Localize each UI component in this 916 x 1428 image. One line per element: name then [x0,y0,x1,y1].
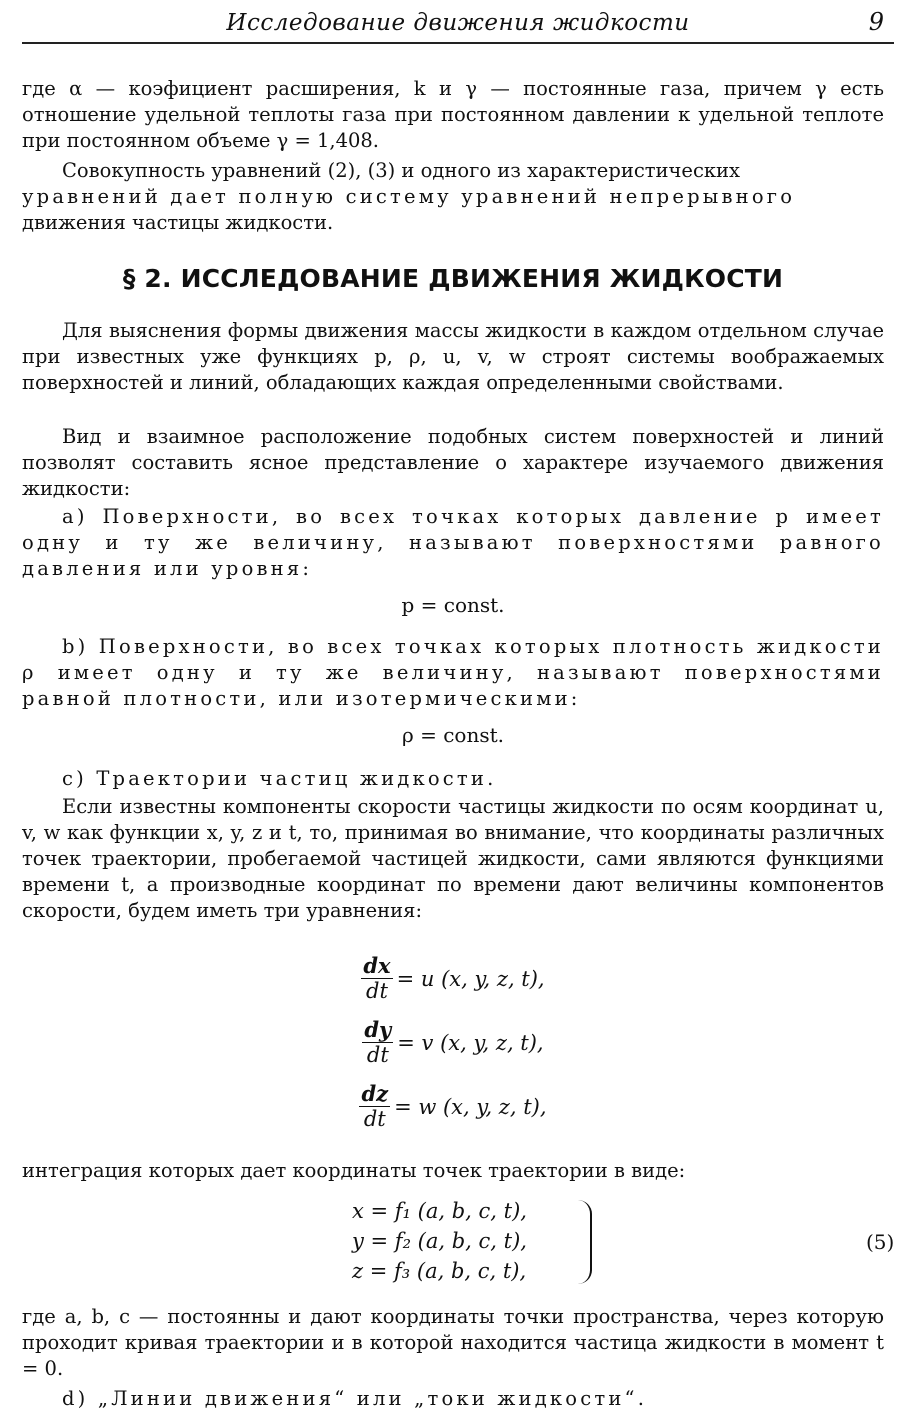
paragraph-integration: интеграция которых дает координаты точек траектории в виде: [22,1159,686,1182]
section-heading: § 2. ИССЛЕДОВАНИЕ ДВИЖЕНИЯ ЖИДКОСТИ [122,264,784,293]
right-brace-icon [576,1200,592,1284]
fraction-numerator: dx [363,953,391,978]
text-block-view [22,424,884,502]
page-number: 9 [868,8,884,36]
equation-number: (5) [866,1230,895,1254]
equation-rhs: = v (x, y, z, t), [397,1030,544,1055]
text-block-constants [22,1304,884,1382]
paragraph-velocity: Если известны компоненты скорости частицы жидкости по осям координат u, v, w как функции x, y, z и t, то, принимая во внимание, что координаты различных точек траектории, пробегаемой частицей жидкости, сами являются функциями времени t, а производные координат по времени дают величины компонентов скорости, будем иметь три уравнения: [22,795,884,922]
fraction-dz-dt [359,1082,390,1131]
fraction-denominator: dt [366,1043,389,1067]
fraction-numerator: dz [361,1081,389,1106]
text-block-system [22,158,884,236]
paragraph-d-streamlines: d) „Линии движения“ или „токи жидкости“. [62,1387,648,1410]
paragraph-system-line1: Совокупность уравнений (2), (3) и одного из характеристических [62,159,741,182]
equation-dz-dt [22,1082,884,1131]
running-title: Исследование движения жидкости [226,10,690,36]
fraction-dy-dt [362,1018,393,1067]
system-line-x: x = f₁ (a, b, c, t), [352,1199,527,1223]
paragraph-system-line2: уравнений дает полную систему уравнений непрерывного [22,185,796,208]
paragraph-system-line3: движения частицы жидкости. [22,211,334,234]
system-line-z: z = f₃ (a, b, c, t), [352,1259,527,1283]
equation-system-5 [352,1196,527,1286]
text-block-integration [22,1158,884,1184]
equation-rhs: = w (x, y, z, t), [394,1094,547,1119]
text-block-velocity [22,794,884,924]
paragraph-gas-constants: где α — коэфициент расширения, k и γ — постоянные газа, причем γ есть отношение удельной теплоты газа при постоянном давлении к удельной теплоте при постоянном объеме γ = 1,408. [22,77,884,152]
text-block-intro [22,318,884,396]
fraction-numerator: dy [364,1017,392,1042]
running-header [22,6,894,44]
paragraph-intro: Для выяснения формы движения массы жидкости в каждом отдельном случае при известных уже функциях p, ρ, u, v, w строят системы воображаемых поверхностей и линий, обладающих каждая определенными свойствами. [22,319,884,394]
fraction-denominator: dt [366,979,388,1003]
text-block-d [22,1386,884,1412]
paragraph-a-pressure: a) Поверхности, во всех точках которых давление p имеет одну и ту же величину, называют поверхностями равного давления или уровня: [22,505,884,580]
equation-pressure-const: p = const. [401,593,505,617]
equation-dy-dt [22,1018,884,1067]
equation-density-const: ρ = const. [401,723,504,747]
paragraph-constants: где a, b, c — постоянны и дают координаты точки пространства, через которую проходит кривая траектории и в которой находится частица жидкости в момент t = 0. [22,1305,884,1380]
text-block-top [22,76,884,154]
text-block-c [22,766,884,792]
equation-rhs: = u (x, y, z, t), [396,966,545,991]
system-line-y: y = f₂ (a, b, c, t), [352,1229,527,1253]
fraction-dx-dt [361,954,392,1003]
paragraph-view: Вид и взаимное расположение подобных систем поверхностей и линий позволят составить ясное представление о характере изучаемого движения жидкости: [22,425,884,500]
fraction-denominator: dt [363,1107,386,1131]
text-block-b [22,634,884,712]
text-block-a [22,504,884,582]
paragraph-b-density: b) Поверхности, во всех точках которых плотность жидкости ρ имеет одну и ту же величину, называют поверхностями равной плотности, или изотермическими: [22,635,884,710]
paragraph-c-trajectories: c) Траектории частиц жидкости. [62,767,497,790]
equation-dx-dt [22,954,884,1003]
